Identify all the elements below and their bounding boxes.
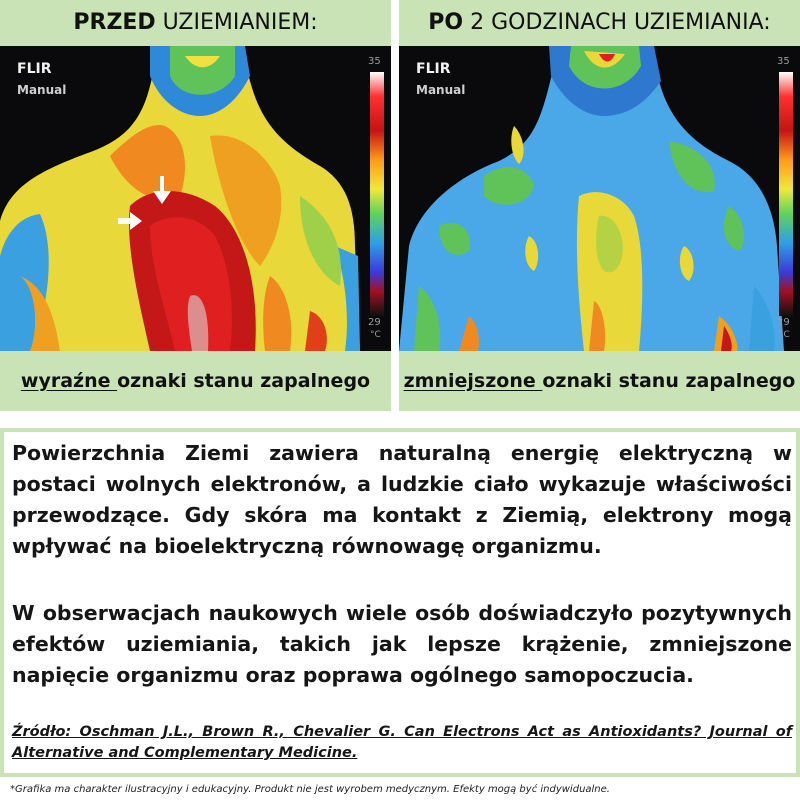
scale-gradient-before <box>370 72 384 316</box>
thermal-image-before <box>0 46 391 351</box>
paragraph-observations: W obserwacjach naukowych wiele osób doświadczyło pozytywnych efektów uziemiania, takich jak lepsze krążenie, zmniejszone napięcie organizmu oraz poprawa ogólnego samopoczucia. <box>12 601 792 687</box>
thermal-image-after <box>399 46 800 351</box>
scale-min-after: 29 <box>777 317 790 328</box>
after-title-bold: PO <box>428 10 464 35</box>
after-caption-highlight: zmniejszone <box>403 370 543 392</box>
temperature-scale-before <box>367 56 389 346</box>
after-caption <box>399 364 800 398</box>
before-title-rest: UZIEMIANIEM: <box>155 10 318 35</box>
after-title <box>399 7 800 39</box>
temperature-scale-after <box>776 56 798 346</box>
info-text-box <box>0 428 800 777</box>
scale-max-after: 35 <box>777 56 790 67</box>
flir-brand-after: FLIR <box>416 61 451 77</box>
before-title <box>0 7 391 39</box>
after-panel <box>399 0 800 411</box>
flir-mode-before: Manual <box>17 83 67 97</box>
source-citation: Źródło: Oschman J.L., Brown R., Chevalier G. Can Electrons Act as Antioxidants? Journal of Alternative and Complementary Medicine. <box>12 724 792 761</box>
after-caption-rest: oznaki stanu zapalnego <box>542 370 796 392</box>
before-title-bold: PRZED <box>73 10 156 35</box>
paragraph-electrons: Powierzchnia Ziemi zawiera naturalną energię elektryczną w postaci wolnych elektronów, a ludzkie ciało wykazuje właściwości przewodzące. Gdy skóra ma kontakt z Ziemią, elektrony mogą wpływać na bioelektryczną równowagę organizmu. <box>12 441 792 558</box>
scale-max-before: 35 <box>368 56 381 67</box>
footer-disclaimer: *Grafika ma charakter ilustracyjny i edukacyjny. Produkt nie jest wyrobem medycznym. Efekty mogą być indywidualne. <box>10 784 610 795</box>
before-caption-highlight: wyraźne <box>20 370 118 392</box>
scale-unit-before: °C <box>370 330 381 340</box>
flir-mode-after: Manual <box>416 83 466 97</box>
scale-min-before: 29 <box>368 317 381 328</box>
scale-gradient-after <box>779 72 793 316</box>
before-caption <box>0 364 391 398</box>
before-panel <box>0 0 391 411</box>
after-title-rest: 2 GODZINACH UZIEMIANIA: <box>463 10 771 35</box>
before-caption-rest: oznaki stanu zapalnego <box>117 370 371 392</box>
flir-brand-before: FLIR <box>17 61 52 77</box>
scale-unit-after: °C <box>779 330 790 340</box>
